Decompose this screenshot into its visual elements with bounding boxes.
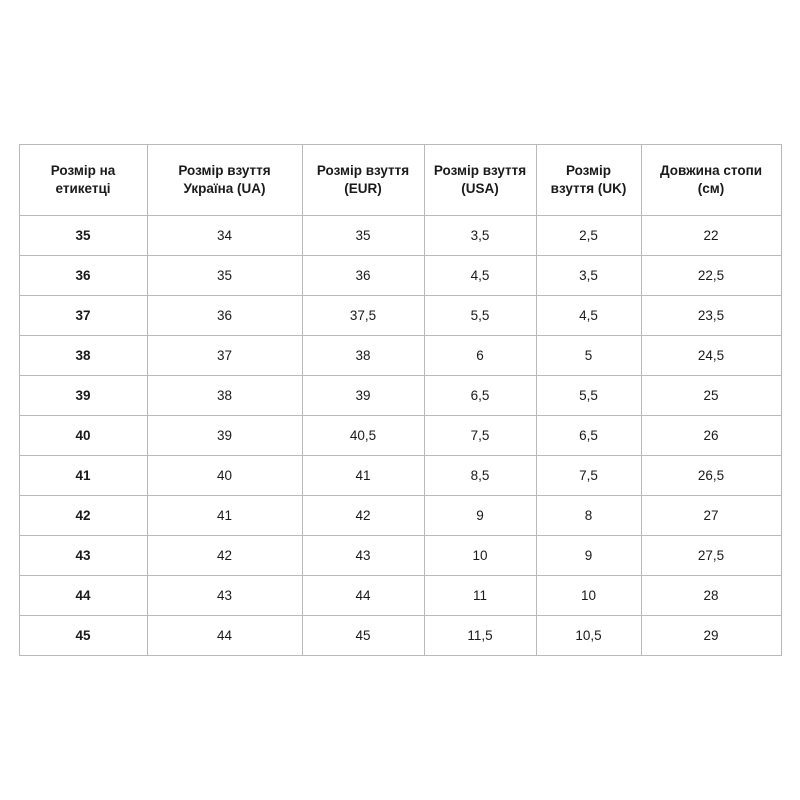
cell-ua-size: 44 (147, 616, 302, 656)
cell-foot-length: 24,5 (641, 336, 781, 376)
cell-eur-size: 41 (302, 456, 424, 496)
table-row (19, 456, 781, 496)
cell-uk-size: 5,5 (536, 376, 641, 416)
cell-ua-size: 41 (147, 496, 302, 536)
cell-label-size: 37 (19, 296, 147, 336)
cell-label-size: 40 (19, 416, 147, 456)
cell-usa-size: 4,5 (424, 256, 536, 296)
cell-ua-size: 43 (147, 576, 302, 616)
cell-eur-size: 36 (302, 256, 424, 296)
cell-usa-size: 6,5 (424, 376, 536, 416)
cell-usa-size: 7,5 (424, 416, 536, 456)
cell-uk-size: 9 (536, 536, 641, 576)
cell-uk-size: 5 (536, 336, 641, 376)
cell-usa-size: 11 (424, 576, 536, 616)
cell-label-size: 42 (19, 496, 147, 536)
column-header-foot-length: Довжина стопи (см) (641, 145, 781, 216)
cell-foot-length: 26,5 (641, 456, 781, 496)
shoe-size-chart-table (19, 144, 782, 656)
cell-uk-size: 10,5 (536, 616, 641, 656)
cell-foot-length: 27 (641, 496, 781, 536)
cell-uk-size: 3,5 (536, 256, 641, 296)
cell-usa-size: 3,5 (424, 216, 536, 256)
table-header-row (19, 145, 781, 216)
table-row (19, 576, 781, 616)
column-header-eur-size: Розмір взуття (EUR) (302, 145, 424, 216)
column-header-usa-size: Розмір взуття (USA) (424, 145, 536, 216)
cell-foot-length: 28 (641, 576, 781, 616)
cell-label-size: 38 (19, 336, 147, 376)
cell-usa-size: 10 (424, 536, 536, 576)
table-row (19, 496, 781, 536)
table-row (19, 216, 781, 256)
cell-eur-size: 40,5 (302, 416, 424, 456)
cell-ua-size: 36 (147, 296, 302, 336)
cell-eur-size: 43 (302, 536, 424, 576)
cell-foot-length: 23,5 (641, 296, 781, 336)
cell-uk-size: 2,5 (536, 216, 641, 256)
table-body (19, 216, 781, 656)
table-row (19, 256, 781, 296)
cell-uk-size: 8 (536, 496, 641, 536)
cell-foot-length: 22 (641, 216, 781, 256)
cell-ua-size: 40 (147, 456, 302, 496)
cell-foot-length: 25 (641, 376, 781, 416)
cell-ua-size: 42 (147, 536, 302, 576)
cell-usa-size: 9 (424, 496, 536, 536)
cell-label-size: 41 (19, 456, 147, 496)
cell-ua-size: 39 (147, 416, 302, 456)
cell-ua-size: 35 (147, 256, 302, 296)
cell-eur-size: 39 (302, 376, 424, 416)
cell-ua-size: 37 (147, 336, 302, 376)
table-row (19, 376, 781, 416)
table-row (19, 616, 781, 656)
table-row (19, 416, 781, 456)
cell-usa-size: 11,5 (424, 616, 536, 656)
cell-eur-size: 42 (302, 496, 424, 536)
cell-usa-size: 6 (424, 336, 536, 376)
cell-uk-size: 7,5 (536, 456, 641, 496)
column-header-uk-size: Розмір взуття (UK) (536, 145, 641, 216)
cell-foot-length: 27,5 (641, 536, 781, 576)
table-row (19, 296, 781, 336)
cell-eur-size: 44 (302, 576, 424, 616)
cell-eur-size: 35 (302, 216, 424, 256)
cell-label-size: 36 (19, 256, 147, 296)
cell-uk-size: 4,5 (536, 296, 641, 336)
cell-uk-size: 10 (536, 576, 641, 616)
cell-label-size: 44 (19, 576, 147, 616)
cell-eur-size: 45 (302, 616, 424, 656)
cell-usa-size: 5,5 (424, 296, 536, 336)
cell-label-size: 43 (19, 536, 147, 576)
cell-foot-length: 29 (641, 616, 781, 656)
cell-foot-length: 22,5 (641, 256, 781, 296)
cell-ua-size: 38 (147, 376, 302, 416)
cell-label-size: 39 (19, 376, 147, 416)
column-header-label-size: Розмір на етикетці (19, 145, 147, 216)
table-header (19, 145, 781, 216)
cell-ua-size: 34 (147, 216, 302, 256)
column-header-ua-size: Розмір взуття Україна (UA) (147, 145, 302, 216)
cell-label-size: 35 (19, 216, 147, 256)
cell-uk-size: 6,5 (536, 416, 641, 456)
cell-foot-length: 26 (641, 416, 781, 456)
cell-usa-size: 8,5 (424, 456, 536, 496)
cell-eur-size: 38 (302, 336, 424, 376)
cell-label-size: 45 (19, 616, 147, 656)
table-row (19, 536, 781, 576)
table-row (19, 336, 781, 376)
cell-eur-size: 37,5 (302, 296, 424, 336)
